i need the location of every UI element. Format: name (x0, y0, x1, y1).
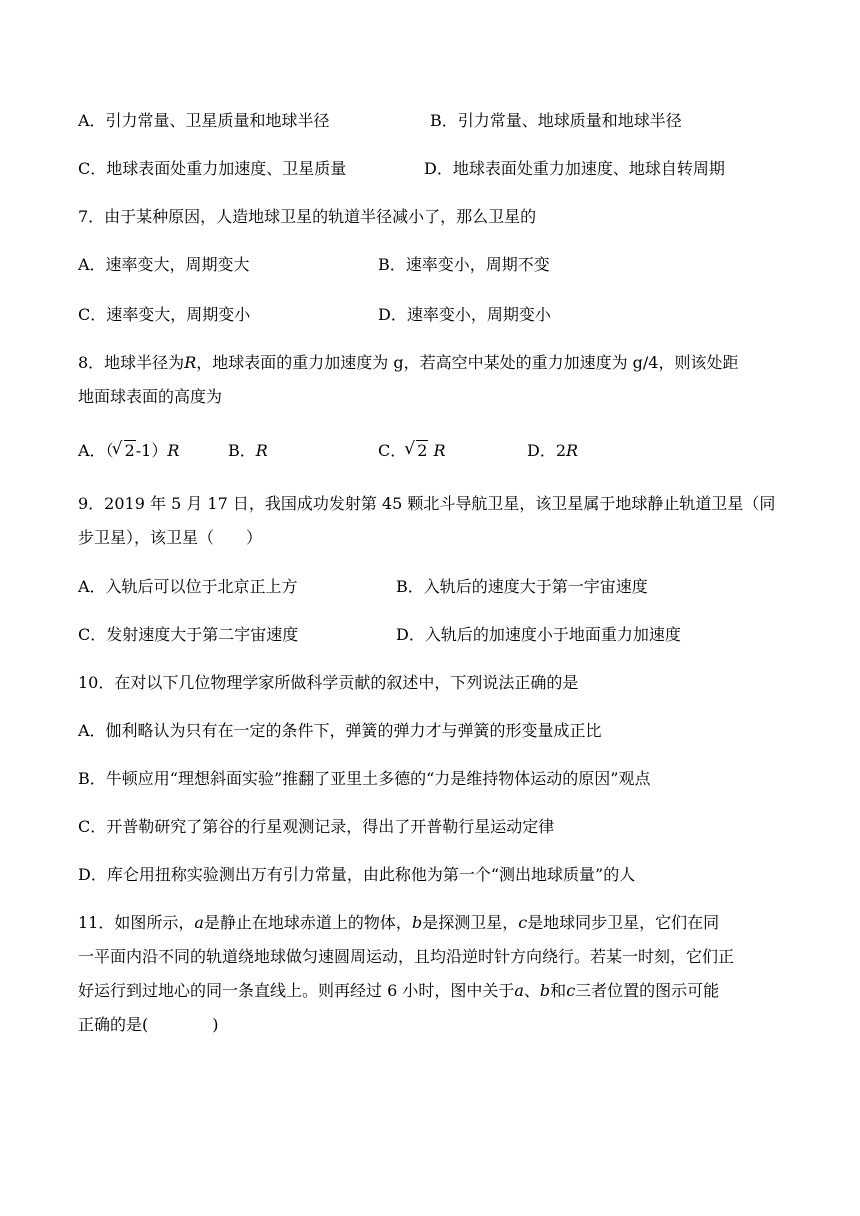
q8-stem-line2: 地面球表面的高度为 (78, 387, 223, 406)
q11-stem-line1 (78, 911, 719, 935)
sqrt-symbol (406, 439, 428, 463)
q8-stem-line1 (78, 351, 738, 375)
q11-text: 和 (550, 981, 567, 1000)
q8-option-c-r: R (433, 441, 446, 460)
q7-option-d: D．速率变小，周期变小 (378, 305, 551, 324)
q10-stem: 10．在对以下几位物理学家所做科学贡献的叙述中，下列说法正确的是 (78, 673, 579, 692)
q8-option-b-prefix: B． (228, 441, 256, 460)
q10-option-a: A．伽利略认为只有在一定的条件下，弹簧的弹力才与弹簧的形变量成正比 (78, 721, 602, 740)
q9-option-c: C．发射速度大于第二宇宙速度 (78, 625, 299, 644)
q10-option-d: D．库仑用扭称实验测出万有引力常量，由此称他为第一个“测出地球质量”的人 (78, 865, 636, 884)
q6-option-b: B．引力常量、地球质量和地球半径 (430, 111, 682, 130)
q7-option-a: A．速率变大，周期变大 (78, 255, 250, 274)
q10-option-c: C．开普勒研究了第谷的行星观测记录，得出了开普勒行星运动定律 (78, 817, 555, 836)
q11-text: 11．如图所示， (78, 913, 195, 932)
q8-option-b-r: R (255, 441, 268, 460)
q9-option-d: D．入轨后的加速度小于地面重力加速度 (396, 625, 681, 644)
q7-option-c: C．速率变大，周期变小 (78, 305, 251, 324)
q8-option-b (228, 439, 268, 463)
q8-option-d (527, 439, 578, 463)
q7-option-b: B．速率变小，周期不变 (378, 255, 550, 274)
q8-option-a (78, 439, 179, 463)
q7-stem: 7．由于某种原因，人造地球卫星的轨道半径减小了，那么卫星的 (78, 207, 537, 226)
q11-var-a: a (514, 981, 524, 1000)
q6-option-a: A．引力常量、卫星质量和地球半径 (78, 111, 330, 130)
q11-stem-line2: 一平面内沿不同的轨道绕地球做匀速圆周运动，且均沿逆时针方向绕行。若某一时刻，它们正 (78, 947, 735, 966)
q8-stem-part1: 8．地球半径为 (78, 353, 185, 372)
sqrt-symbol (114, 439, 136, 463)
q8-option-c-prefix: C． (378, 441, 407, 460)
q8-stem-r: R (184, 353, 197, 372)
q8-option-a-suffix: -1） (135, 441, 168, 460)
q8-option-c-radicand: 2 (417, 441, 428, 460)
q11-var-c: c (566, 981, 576, 1000)
q11-var-b: b (411, 913, 423, 932)
q11-stem-line4: 正确的是( ) (78, 1015, 219, 1034)
q9-option-a: A．入轨后可以位于北京正上方 (78, 577, 298, 596)
q11-text: 、 (523, 981, 540, 1000)
q11-text: 是静止在地球赤道上的物体， (203, 913, 412, 932)
q11-text: 三者位置的图示可能 (575, 981, 720, 1000)
q11-text: 是探测卫星， (422, 913, 519, 932)
q11-var-a: a (194, 913, 204, 932)
q11-text: 是地球同步卫星，它们在同 (527, 913, 720, 932)
q8-option-a-radicand: 2 (124, 441, 135, 460)
q11-var-b: b (539, 981, 551, 1000)
q11-text: 好运行到过地心的同一条直线上。则再经过 6 小时，图中关于 (78, 981, 515, 1000)
q8-stem-part2: ，地球表面的重力加速度为 g，若高空中某处的重力加速度为 g/4，则该处距 (196, 353, 739, 372)
q8-option-d-prefix: D．2 (527, 441, 567, 460)
q10-option-b: B．牛顿应用“理想斜面实验”推翻了亚里土多德的“力是维持物体运动的原因”观点 (78, 769, 651, 788)
q8-option-a-r: R (167, 441, 180, 460)
q8-option-d-r: R (566, 441, 579, 460)
q6-option-d: D．地球表面处重力加速度、地球自转周期 (424, 159, 725, 178)
q6-option-c: C．地球表面处重力加速度、卫星质量 (78, 159, 347, 178)
q9-option-b: B．入轨后的速度大于第一宇宙速度 (396, 577, 648, 596)
q11-var-c: c (518, 913, 528, 932)
q8-option-a-prefix: A．（ (78, 441, 114, 460)
q8-option-c (378, 439, 446, 463)
q11-stem-line3 (78, 979, 719, 1003)
q9-stem-line1: 9．2019 年 5 月 17 日，我国成功发射第 45 颗北斗导航卫星，该卫星属于地球静止轨道卫星（同 (78, 494, 776, 513)
q9-stem-line2: 步卫星），该卫星（ ） (78, 528, 263, 547)
